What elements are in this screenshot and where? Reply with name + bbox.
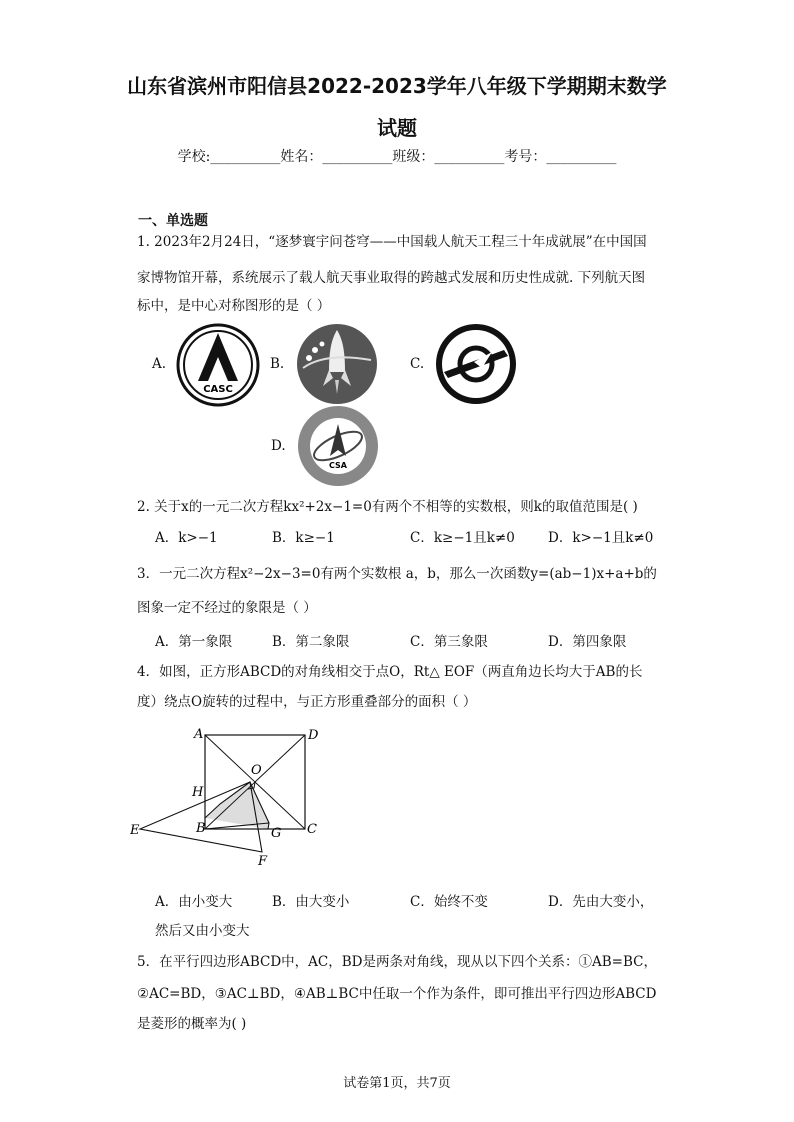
q5-line-1: 5．在平行四边形ABCD中，AC，BD是两条对角线，现从以下四个关系：①AB=BC， [137, 954, 657, 970]
section-heading: 一、单选题 [138, 213, 208, 229]
overlap-region [205, 782, 269, 829]
q5-line-3: 是菱形的概率为( ) [137, 1016, 247, 1032]
casc-logo-text: CASC [203, 384, 233, 395]
q3-line-2: 图象一定不经过的象限是（ ） [137, 600, 317, 616]
q3-option-d: D．第四象限 [548, 634, 627, 650]
csa-logo [296, 404, 380, 488]
casc-logo [176, 323, 260, 407]
q1-option-d-label: D. [271, 438, 286, 454]
student-info-line: 学校:__________姓名：__________班级：__________考号：__________ [177, 149, 617, 165]
q3-option-c: C．第三象限 [410, 634, 488, 650]
q1-option-a-label: A. [152, 356, 167, 372]
orbit-logo [434, 322, 518, 406]
label-d: D [308, 728, 319, 743]
q4-line-2: 度）绕点O旋转的过程中，与正方形重叠部分的面积（ ） [137, 694, 477, 710]
q5-line-2: ②AC=BD，③AC⊥BD，④AB⊥BC中任取一个作为条件，即可推出平行四边形ABCD [137, 986, 657, 1002]
q3-option-a: A．第一象限 [155, 634, 233, 650]
q4-option-c: C．始终不变 [410, 894, 488, 910]
q2-option-a: A．k>−1 [155, 530, 218, 546]
title-line-1: 山东省滨州市阳信县2022-2023学年八年级下学期期末数学 [127, 74, 667, 98]
page-footer: 试卷第1页，共7页 [343, 1076, 451, 1091]
q1-line-3: 标中，是中心对称图形的是（ ） [137, 298, 331, 314]
q2-stem: 2. 关于x的一元二次方程kx²+2x−1=0有两个不相等的实数根，则k的取值范围是( ) [137, 499, 638, 515]
q2-option-c: C．k≥−1且k≠0 [410, 530, 515, 546]
csa-logo-text: CSA [329, 461, 347, 470]
label-f: F [258, 854, 268, 869]
q4-option-b: B．由大变小 [272, 894, 350, 910]
q3-line-1: 3．一元二次方程x²−2x−3=0有两个实数根 a，b，那么一次函数y=(ab−1)x+a+b的 [137, 566, 657, 582]
q4-option-a: A．由小变大 [155, 894, 233, 910]
q1-line-1: 1. 2023年2月24日，“逐梦寰宇问苍穹——中国载人航天工程三十年成就展”在中国国 [137, 234, 647, 250]
label-e: E [130, 823, 140, 838]
label-a: A [194, 727, 204, 742]
label-b: B [196, 821, 206, 836]
q2-option-b: B．k≥−1 [272, 530, 335, 546]
q4-line-1: 4．如图，正方形ABCD的对角线相交于点O，Rt△ EOF（两直角边长均大于AB的长 [137, 664, 643, 680]
q4-option-d-continued: 然后又由小变大 [155, 923, 250, 939]
q2-option-d: D．k>−1且k≠0 [548, 530, 654, 546]
label-c: C [307, 822, 317, 837]
q4-option-d: D．先由大变小， [548, 894, 654, 910]
q1-option-c-label: C. [410, 356, 425, 372]
q4-square-figure [130, 722, 330, 872]
title-line-2: 试题 [377, 116, 417, 140]
rocket-logo [295, 322, 379, 406]
label-g: G [271, 826, 282, 841]
label-h: H [192, 785, 204, 800]
q1-option-b-label: B. [270, 356, 285, 372]
q1-line-2: 家博物馆开幕，系统展示了载人航天事业取得的跨越式发展和历史性成就. 下列航天图 [137, 270, 646, 286]
q3-option-b: B．第二象限 [272, 634, 350, 650]
label-o: O [251, 763, 262, 778]
